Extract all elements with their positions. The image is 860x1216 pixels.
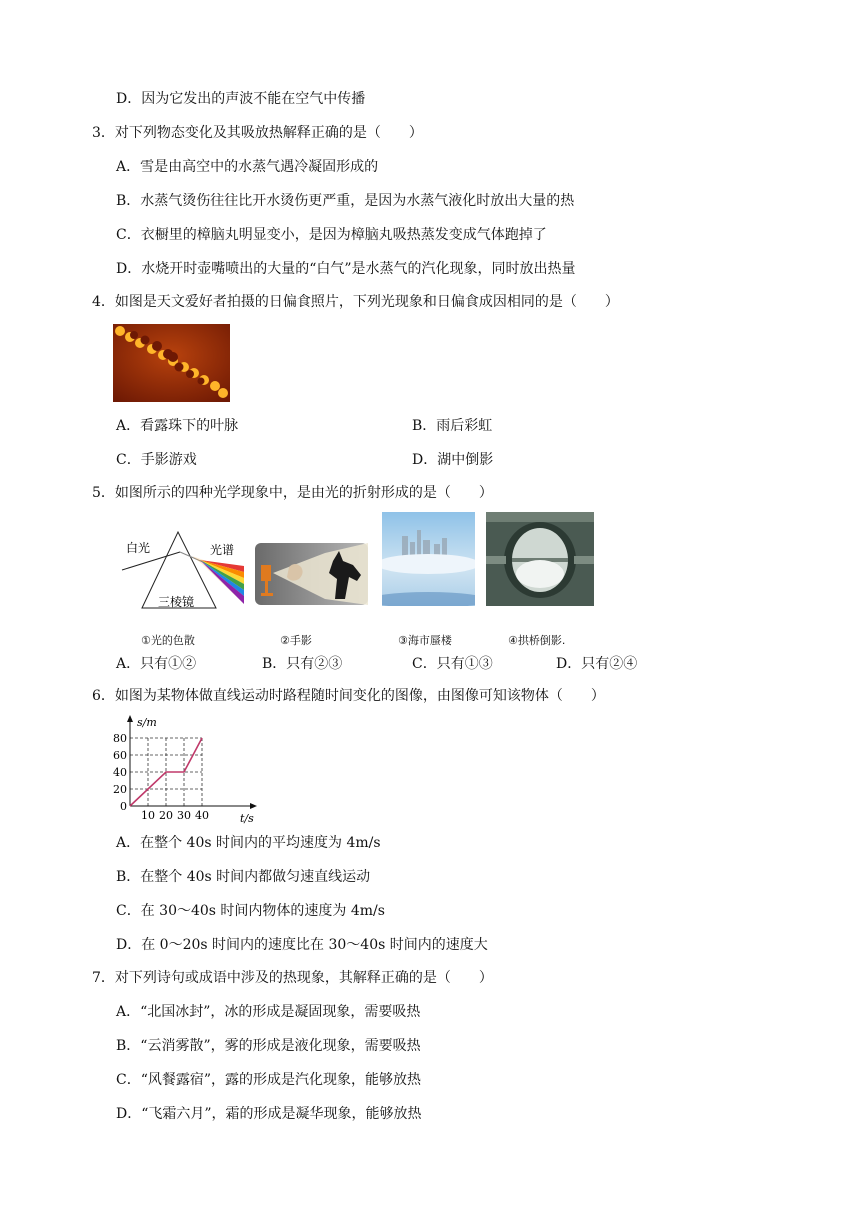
q5-stem: 5．如图所示的四种光学现象中，是由光的折射形成的是（ ） <box>92 485 493 501</box>
q5-option-b: B．只有②③ <box>262 656 343 672</box>
q5-option-d: D．只有②④ <box>556 656 638 672</box>
q4-option-c: C．手影游戏 <box>116 452 197 468</box>
q4-option-b: B．雨后彩虹 <box>412 418 493 434</box>
distance-time-chart <box>112 712 262 824</box>
q7-stem: 7．对下列诗句或成语中涉及的热现象，其解释正确的是（ ） <box>92 970 493 986</box>
y-tick-label: 0 <box>120 800 127 813</box>
q5-caption-3: ③海市蜃楼 <box>398 634 452 647</box>
q4-stem: 4．如图是天文爱好者拍摄的日偏食照片，下列光现象和日偏食成因相同的是（ ） <box>92 294 619 310</box>
prism-label-white: 白光 <box>126 541 151 555</box>
solar-eclipse-photo <box>113 324 230 402</box>
y-tick-label: 60 <box>113 749 127 762</box>
q4-option-d: D．湖中倒影 <box>412 452 494 468</box>
q3-option-b: B．水蒸气烫伤往往比开水烫伤更严重，是因为水蒸气液化时放出大量的热 <box>116 193 575 209</box>
q7-option-c: C．“风餐露宿”，露的形成是汽化现象，能够放热 <box>116 1072 422 1088</box>
prism-label-spectrum: 光谱 <box>210 543 235 557</box>
q6-option-a: A．在整个 40s 时间内的平均速度为 4m/s <box>116 835 381 851</box>
y-axis-label: s/m <box>137 716 157 729</box>
q3-option-a: A．雪是由高空中的水蒸气遇冷凝固形成的 <box>116 159 379 175</box>
q5-caption-2: ②手影 <box>280 634 312 647</box>
hand-shadow-figure <box>255 543 368 605</box>
q5-option-a: A．只有①② <box>116 656 197 672</box>
q3-stem: 3．对下列物态变化及其吸放热解释正确的是（ ） <box>92 125 423 141</box>
y-tick-label: 40 <box>113 766 127 779</box>
q5-caption-4: ④拱桥倒影. <box>508 634 566 647</box>
q7-option-d: D．“飞霜六月”，霜的形成是凝华现象，能够放热 <box>116 1106 422 1122</box>
x-tick-label: 10 <box>141 809 155 822</box>
arch-bridge-reflection-figure <box>486 512 594 606</box>
y-tick-label: 20 <box>113 783 127 796</box>
q3-option-d: D．水烧开时壶嘴喷出的大量的“白气”是水蒸气的汽化现象，同时放出热量 <box>116 261 576 277</box>
q7-option-a: A．“北国冰封”，冰的形成是凝固现象，需要吸热 <box>116 1004 421 1020</box>
q7-option-b: B．“云消雾散”，雾的形成是液化现象，需要吸热 <box>116 1038 421 1054</box>
x-axis-arrow <box>250 803 257 809</box>
q6-stem: 6．如图为某物体做直线运动时路程随时间变化的图像，由图像可知该物体（ ） <box>92 688 605 704</box>
q6-option-c: C．在 30～40s 时间内物体的速度为 4m/s <box>116 903 385 919</box>
x-tick-label: 30 <box>177 809 191 822</box>
q3-option-c: C．衣橱里的樟脑丸明显变小，是因为樟脑丸吸热蒸发变成气体跑掉了 <box>116 227 547 243</box>
q4-option-a: A．看露珠下的叶脉 <box>116 418 239 434</box>
q5-option-c: C．只有①③ <box>412 656 493 672</box>
q6-option-b: B．在整个 40s 时间内都做匀速直线运动 <box>116 869 371 885</box>
mirage-figure <box>382 512 475 606</box>
prism-label-prism: 三棱镜 <box>158 595 195 609</box>
x-tick-label: 20 <box>159 809 173 822</box>
q6-option-d: D．在 0～20s 时间内的速度比在 30～40s 时间内的速度大 <box>116 937 488 953</box>
y-tick-label: 80 <box>113 732 127 745</box>
y-axis-arrow <box>127 715 133 722</box>
prism-dispersion-figure <box>120 520 248 612</box>
q2-option-d: D．因为它发出的声波不能在空气中传播 <box>116 91 366 107</box>
x-tick-label: 40 <box>195 809 209 822</box>
x-axis-label: t/s <box>240 812 254 824</box>
q5-caption-1: ①光的色散 <box>141 634 195 647</box>
